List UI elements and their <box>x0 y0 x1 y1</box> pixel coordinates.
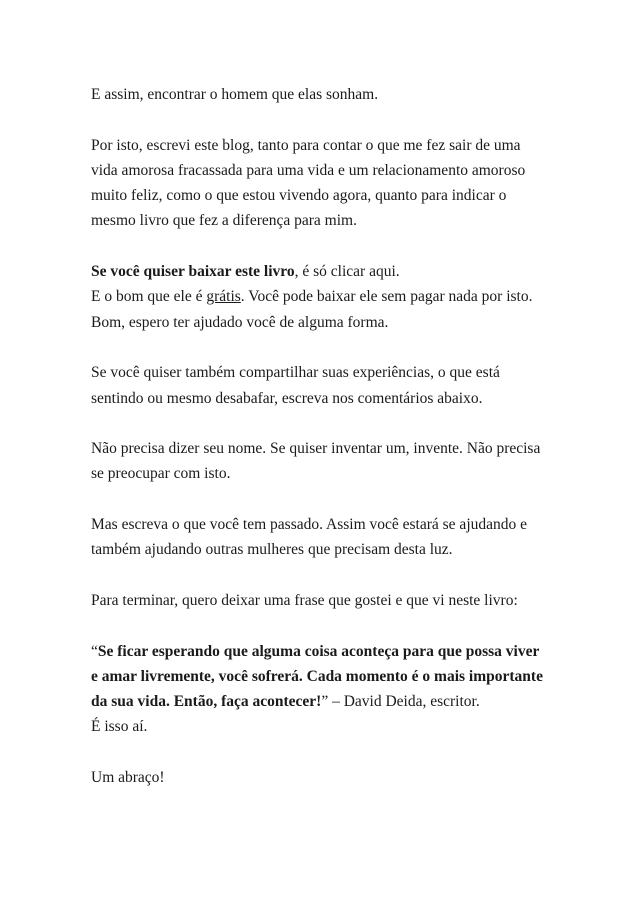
text-line: Para terminar, quero deixar uma frase que gostei e que vi neste livro: <box>91 591 518 609</box>
text-line: muito feliz, como o que estou vivendo agora, quanto para indicar o <box>91 187 507 205</box>
text-line: Mas escreva o que você tem passado. Assim você estará se ajudando e <box>91 516 528 534</box>
paragraph-intro-end <box>91 82 561 107</box>
text-fragment: , é só clicar aqui. <box>294 263 400 281</box>
text-line: se preocupar com isto. <box>91 465 231 483</box>
text-line: E assim, encontrar o homem que elas sonham. <box>91 86 379 103</box>
paragraph-download-book <box>91 259 561 335</box>
text-fragment: . Você pode baixar ele sem pagar nada por isto. <box>240 288 533 306</box>
paragraph-closing-intro <box>91 588 561 613</box>
text-line: Se você quiser também compartilhar suas experiências, o que está <box>91 364 500 382</box>
download-book-emphasis: Se você quiser baixar este livro <box>91 263 295 281</box>
text-line: Bom, espero ter ajudado você de alguma forma. <box>91 313 389 331</box>
text-line: Por isto, escrevi este blog, tanto para contar o que me fez sair de uma <box>91 136 521 154</box>
text-line: É isso aí. <box>91 718 148 736</box>
text-line <box>91 689 561 714</box>
text-line <box>91 284 561 309</box>
paragraph-write-experience <box>91 512 561 563</box>
quote-text: e amar livremente, você sofrerá. Cada momento é o mais importante <box>91 667 543 685</box>
text-line: também ajudando outras mulheres que precisam desta luz. <box>91 541 453 559</box>
free-link[interactable]: grátis <box>206 288 241 306</box>
quote-attribution: ” – David Deida, escritor. <box>321 693 480 711</box>
paragraph-share-experiences <box>91 360 561 411</box>
quote-open-mark: “ <box>91 642 98 660</box>
paragraph-blog-purpose <box>91 133 561 234</box>
text-line: vida amorosa fracassada para uma vida e um relacionamento amoroso <box>91 161 526 179</box>
text-line: Um abraço! <box>91 769 165 787</box>
document-body <box>91 82 561 816</box>
text-fragment: E o bom que ele é <box>91 288 207 306</box>
quote-text: Se ficar esperando que alguma coisa aconteça para que possa viver <box>97 642 540 660</box>
text-line: sentindo ou mesmo desabafar, escreva nos comentários abaixo. <box>91 389 483 407</box>
text-line <box>91 639 561 664</box>
text-line <box>91 259 561 284</box>
quote-text: da sua vida. Então, faça acontecer! <box>91 693 322 711</box>
paragraph-sign-off <box>91 765 561 790</box>
text-line: mesmo livro que fez a diferença para mim. <box>91 212 357 230</box>
paragraph-no-name-needed <box>91 436 561 487</box>
paragraph-quote <box>91 639 561 740</box>
text-line: Não precisa dizer seu nome. Se quiser inventar um, invente. Não precisa <box>91 440 541 458</box>
